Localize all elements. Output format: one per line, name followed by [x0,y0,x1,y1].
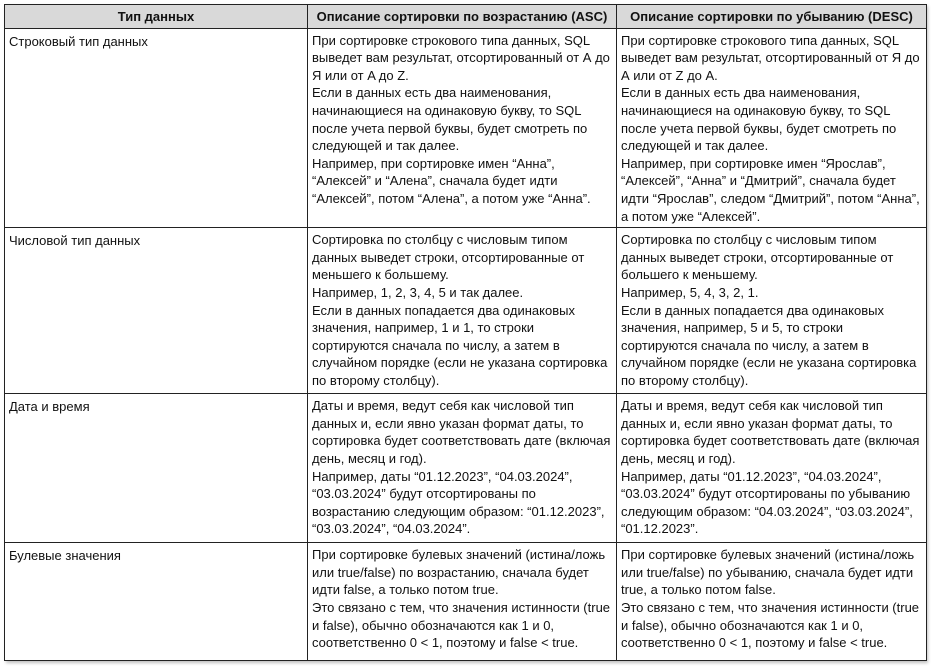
paragraph: Если в данных попадается два одинаковых значения, например, 5 и 5, то строки сортируются сначала по числу, а затем в случайном порядке (если не указана сортировка по второму столбцу). [621,302,917,388]
paragraph: Это связано с тем, что значения истинности (true и false), обычно обозначаются как 1 и 0, соответственно 0 < 1, поэтому и false < true. [312,599,611,651]
cell-desc-boolean [617,543,927,661]
cell-type-boolean: Булевые значения [5,543,308,661]
paragraph: Например, даты “01.12.2023”, “04.03.2024”, “03.03.2024” будут отсортированы по убыванию следующим образом: “04.03.2024”, “03.03.2024”, “01.12.2023”. [621,468,913,537]
paragraph: Например, 1, 2, 3, 4, 5 и так далее. [312,284,524,300]
document-page [4,4,926,661]
paragraph: Сортировка по столбцу с числовым типом данных выведет строки, отсортированные от меньшего к большему. [312,232,585,283]
table-row-string [5,28,927,228]
sorting-table [4,4,927,661]
cell-type-string: Строковый тип данных [5,28,308,228]
paragraph: При сортировке строкового типа данных, SQL выведет вам результат, отсортированный от А до Я или от A до Z. [312,32,610,83]
paragraph: При сортировке строкового типа данных, SQL выведет вам результат, отсортированный от Я до А или от Z до A. [621,32,920,83]
cell-type-number: Числовой тип данных [5,228,308,394]
paragraph: Если в данных есть два наименования, начинающиеся на одинаковую букву, то SQL после учета первой буквы, будет смотреть по следующей и так далее. [621,85,897,154]
paragraph: Сортировка по столбцу с числовым типом данных выведет строки, отсортированные от большего к меньшему. [621,232,894,283]
table-row-boolean [5,543,927,661]
paragraph: Например, даты “01.12.2023”, “04.03.2024”, “03.03.2024” будут отсортированы по возрастанию следующим образом: “01.12.2023”, “03.03.2024”, “04.03.2024”. [312,468,605,537]
paragraph: Например, при сортировке имен “Анна”, “Алексей” и “Алена”, сначала будет идти “Алексей”, потом “Алена”, а потом уже “Анна”. [312,155,591,206]
paragraph: Например, 5, 4, 3, 2, 1. [621,284,759,300]
paragraph: При сортировке булевых значений (истина/ложь или true/false) по убыванию, сначала будет идти true, а только потом false. [621,547,915,598]
paragraph: При сортировке булевых значений (истина/ложь или true/false) по возрастанию, сначала будет идти false, а только потом true. [312,547,606,598]
paragraph: Например, при сортировке имен “Ярослав”, “Алексей”, “Анна” и “Дмитрий”, сначала будет идти “Ярослав”, следом “Дмитрий”, потом “Анна”, а потом уже “Алексей”. [621,155,920,224]
cell-desc-string [617,28,927,228]
cell-desc-number [617,228,927,394]
paragraph: Даты и время, ведут себя как числовой тип данных и, если явно указан формат даты, то сортировка будет соответствовать дате (включая день, месяц и год). [621,398,920,466]
table-row-number [5,228,927,394]
header-desc: Описание сортировки по убыванию (DESC) [617,5,927,29]
cell-desc-datetime [617,394,927,543]
cell-asc-boolean [308,543,617,661]
cell-asc-string [308,28,617,228]
header-row [5,5,927,29]
table-row-datetime [5,394,927,543]
cell-asc-number [308,228,617,394]
header-asc: Описание сортировки по возрастанию (ASC) [308,5,617,29]
paragraph: Если в данных есть два наименования, начинающиеся на одинаковую букву, то SQL после учета первой буквы, будет смотреть по следующей и так далее. [312,85,588,154]
paragraph: Это связано с тем, что значения истинности (true и false), обычно обозначаются как 1 и 0, соответственно 0 < 1, поэтому и false < true. [621,599,920,651]
paragraph: Если в данных попадается два одинаковых значения, например, 1 и 1, то строки сортируются сначала по числу, а затем в случайном порядке (если не указана сортировка по второму столбцу). [312,302,608,388]
header-type: Тип данных [5,5,308,29]
cell-asc-datetime [308,394,617,543]
paragraph: Даты и время, ведут себя как числовой тип данных и, если явно указан формат даты, то сортировка будет соответствовать дате (включая день, месяц и год). [312,398,611,466]
cell-type-datetime: Дата и время [5,394,308,543]
